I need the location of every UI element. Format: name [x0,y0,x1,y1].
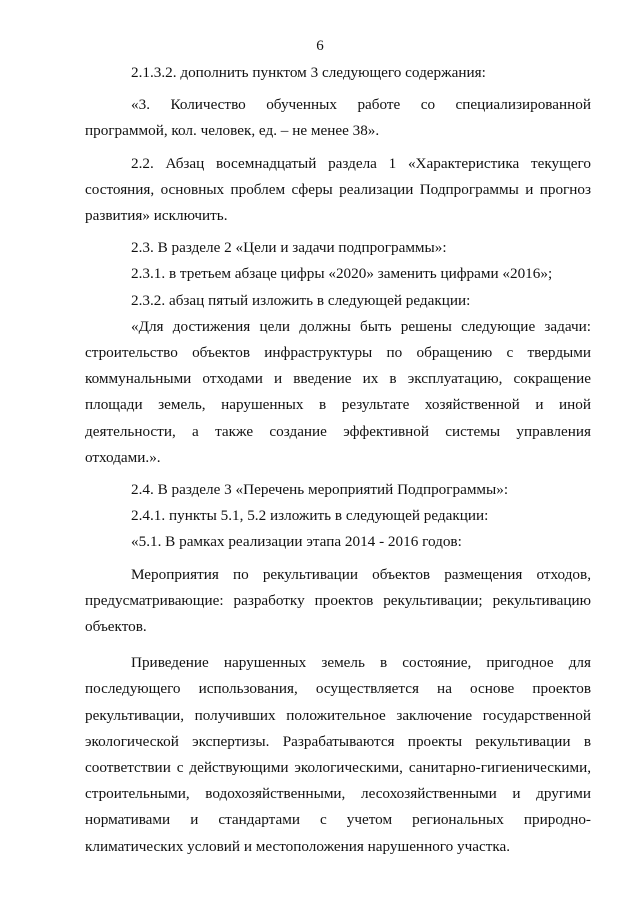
paragraph-2-3-2: 2.3.2. абзац пятый изложить в следующей редакции: [131,291,471,309]
page-number: 6 [316,38,324,54]
paragraph-land-restoration: Приведение нарушенных земель в состояние, пригодное для последующего использования, осуществляется на основе проектов рекультивации, получивших положительное заключение государственной экологической экспертизы. Разрабатываются проекты рекультивации в соответствии с действующими экологическими, санитарно-гигиеническими, строительными, водохозяйственными, лесохозяйственными и другими нормативами и стандартами с учетом региональных природно-климатических условий и местоположения нарушенного участка. [85,654,591,855]
paragraph-2-4: 2.4. В разделе 3 «Перечень мероприятий Подпрограммы»: [131,481,509,499]
paragraph-2-3: 2.3. В разделе 2 «Цели и задачи подпрограммы»: [131,239,447,257]
paragraph-2-4-1: 2.4.1. пункты 5.1, 5.2 изложить в следующей редакции: [131,507,489,525]
paragraph-2-3-1: 2.3.1. в третьем абзаце цифры «2020» заменить цифрами «2016»; [131,265,553,283]
paragraph-quote-item-3: «3. Количество обученных работе со специализированной программой, кол. человек, ед. – не менее 38». [85,96,591,140]
paragraph-quote-5-1: «5.1. В рамках реализации этапа 2014 - 2016 годов: [131,533,462,551]
paragraph-quote-tasks: «Для достижения цели должны быть решены следующие задачи: строительство объектов инфраструктуры по обращению с твердыми коммунальными отходами и введение их в эксплуатацию, сокращение площади земель, нарушенных в результате хозяйственной и иной деятельности, а также создание эффективной системы управления отходами.». [85,317,591,466]
paragraph-2-2: 2.2. Абзац восемнадцатый раздела 1 «Характеристика текущего состояния, основных проблем сферы реализации Подпрограммы и прогноз развития» исключить. [85,154,591,225]
paragraph-recultivation-measures: Мероприятия по рекультивации объектов размещения отходов, предусматривающие: разработку проектов рекультивации; рекультивацию объектов. [85,565,591,636]
document-body [85,60,591,860]
paragraph-2-1-3-2: 2.1.3.2. дополнить пунктом 3 следующего содержания: [131,64,486,81]
